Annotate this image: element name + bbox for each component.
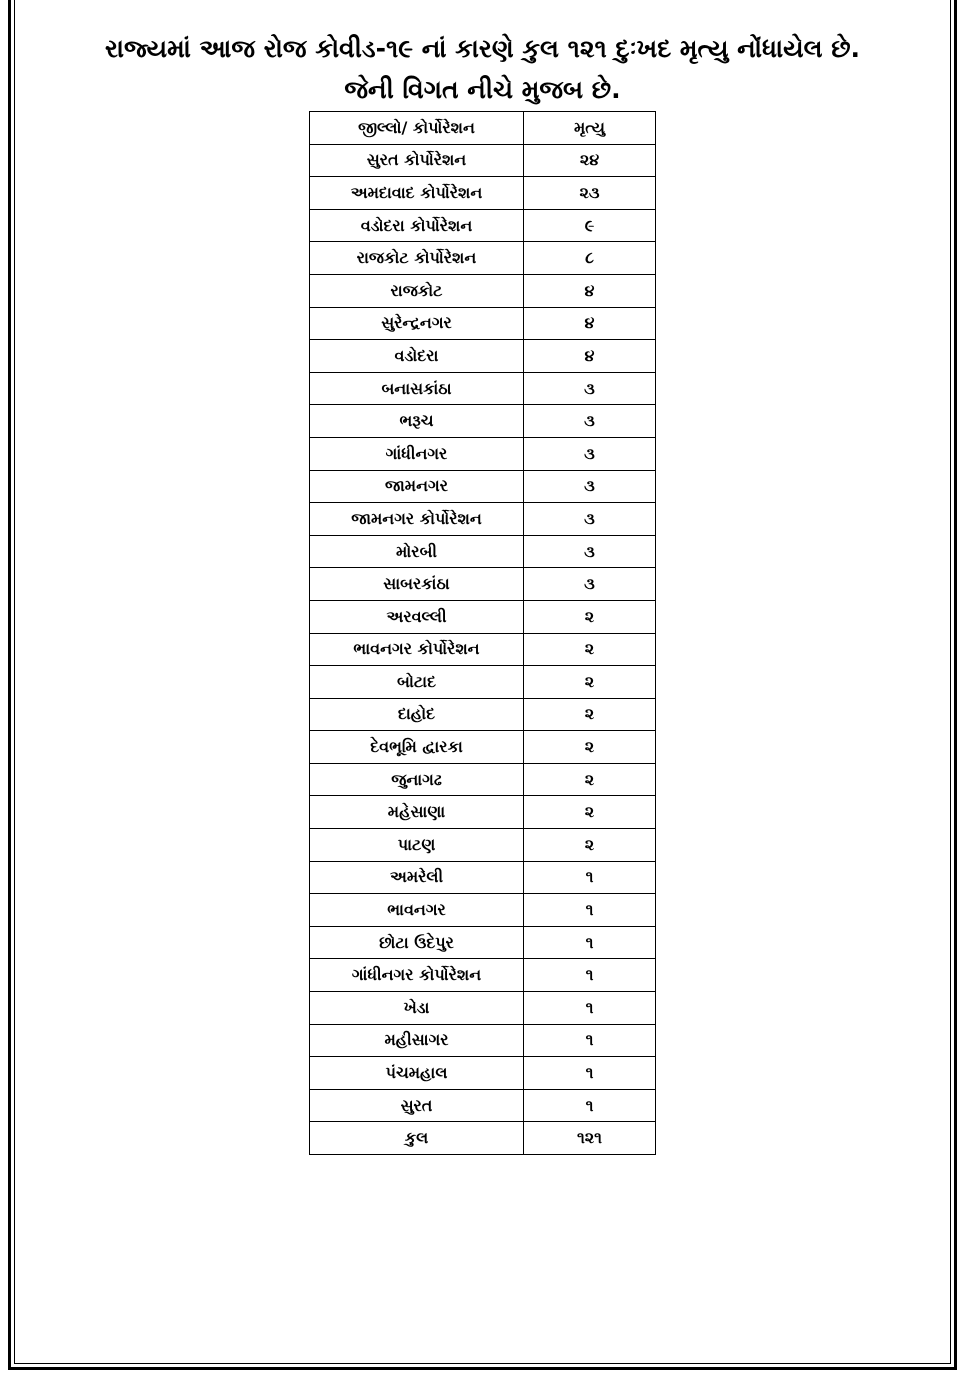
district-cell: પાટણ	[310, 829, 524, 862]
deaths-cell: ૨૪	[524, 144, 656, 177]
district-cell: રાજકોટ	[310, 274, 524, 307]
table-row	[310, 633, 656, 666]
table-row	[310, 209, 656, 242]
deaths-cell: ૧	[524, 959, 656, 992]
table-row	[310, 666, 656, 699]
table-row	[310, 600, 656, 633]
deaths-cell: ૩	[524, 405, 656, 438]
table-row	[310, 894, 656, 927]
district-cell: મહીસાગર	[310, 1024, 524, 1057]
table-row	[310, 535, 656, 568]
deaths-cell: ૨	[524, 796, 656, 829]
district-cell: જામનગર કોર્પોરેશન	[310, 503, 524, 536]
total-label: કુલ	[310, 1122, 524, 1155]
table-row	[310, 405, 656, 438]
table-row	[310, 796, 656, 829]
table-row	[310, 959, 656, 992]
deaths-cell: ૨	[524, 633, 656, 666]
district-cell: ભાવનગર	[310, 894, 524, 927]
district-cell: સુરત	[310, 1089, 524, 1122]
table-row	[310, 861, 656, 894]
deaths-cell: ૨	[524, 666, 656, 699]
deaths-cell: ૨	[524, 829, 656, 862]
table-row	[310, 763, 656, 796]
deaths-cell: ૧	[524, 1057, 656, 1090]
table-row	[310, 340, 656, 373]
deaths-cell: ૨	[524, 600, 656, 633]
district-cell: મોરબી	[310, 535, 524, 568]
deaths-cell: ૩	[524, 470, 656, 503]
deaths-cell: ૨	[524, 698, 656, 731]
district-cell: ભરૂચ	[310, 405, 524, 438]
district-cell: બોટાદ	[310, 666, 524, 699]
deaths-cell: ૧	[524, 1089, 656, 1122]
deaths-cell: ૮	[524, 242, 656, 275]
deaths-cell: ૨૩	[524, 177, 656, 210]
district-cell: જુનાગઢ	[310, 763, 524, 796]
deaths-cell: ૩	[524, 535, 656, 568]
district-cell: દાહોદ	[310, 698, 524, 731]
deaths-cell: ૩	[524, 437, 656, 470]
district-cell: અમરેલી	[310, 861, 524, 894]
deaths-cell: ૯	[524, 209, 656, 242]
district-cell: છોટા ઉદેપુર	[310, 926, 524, 959]
table-row	[310, 829, 656, 862]
deaths-cell: ૨	[524, 763, 656, 796]
table-row	[310, 307, 656, 340]
table-row	[310, 698, 656, 731]
district-cell: અરવલ્લી	[310, 600, 524, 633]
table-row	[310, 926, 656, 959]
district-cell: મહેસાણા	[310, 796, 524, 829]
table-row	[310, 568, 656, 601]
table-row	[310, 1089, 656, 1122]
heading-line-1: રાજ્યમાં આજ રોજ કોવીડ-૧૯ નાં કારણે કુલ ૧૨૧ દુઃખદ મૃત્યુ નોંધાયેલ છે.	[104, 34, 861, 63]
deaths-cell: ૧	[524, 926, 656, 959]
district-cell: ગાંધીનગર	[310, 437, 524, 470]
table-row	[310, 274, 656, 307]
table-header-row	[310, 112, 656, 145]
district-cell: બનાસકાંઠા	[310, 372, 524, 405]
district-cell: સુરત કોર્પોરેશન	[310, 144, 524, 177]
district-cell: રાજકોટ કોર્પોરેશન	[310, 242, 524, 275]
district-cell: અમદાવાદ કોર્પોરેશન	[310, 177, 524, 210]
district-cell: ગાંધીનગર કોર્પોરેશન	[310, 959, 524, 992]
table-row	[310, 1057, 656, 1090]
district-cell: જામનગર	[310, 470, 524, 503]
district-cell: વડોદરા કોર્પોરેશન	[310, 209, 524, 242]
deaths-cell: ૧	[524, 861, 656, 894]
deaths-cell: ૪	[524, 274, 656, 307]
deaths-cell: ૧	[524, 992, 656, 1025]
table-row	[310, 731, 656, 764]
district-cell: દેવભૂમિ દ્વારકા	[310, 731, 524, 764]
table-row	[310, 177, 656, 210]
deaths-cell: ૧	[524, 1024, 656, 1057]
table-row	[310, 242, 656, 275]
table-row	[310, 503, 656, 536]
heading-line-2: જેની વિગત નીચે મુજબ છે.	[344, 75, 621, 104]
table-row	[310, 372, 656, 405]
deaths-cell: ૧	[524, 894, 656, 927]
table-row	[310, 1024, 656, 1057]
district-cell: સાબરકાંઠા	[310, 568, 524, 601]
table-row	[310, 992, 656, 1025]
district-cell: ખેડા	[310, 992, 524, 1025]
deaths-table	[309, 111, 656, 1155]
table-row	[310, 144, 656, 177]
table-row	[310, 470, 656, 503]
total-value: ૧૨૧	[524, 1122, 656, 1155]
total-row	[310, 1122, 656, 1155]
district-cell: ભાવનગર કોર્પોરેશન	[310, 633, 524, 666]
deaths-cell: ૩	[524, 503, 656, 536]
district-cell: સુરેન્દ્રનગર	[310, 307, 524, 340]
district-cell: વડોદરા	[310, 340, 524, 373]
deaths-cell: ૩	[524, 372, 656, 405]
column-header-deaths: મૃત્યુ	[524, 112, 656, 145]
deaths-cell: ૩	[524, 568, 656, 601]
column-header-district: જીલ્લો/ કોર્પોરેશન	[310, 112, 524, 145]
table-row	[310, 437, 656, 470]
deaths-cell: ૪	[524, 307, 656, 340]
district-cell: પંચમહાલ	[310, 1057, 524, 1090]
deaths-cell: ૪	[524, 340, 656, 373]
deaths-cell: ૨	[524, 731, 656, 764]
